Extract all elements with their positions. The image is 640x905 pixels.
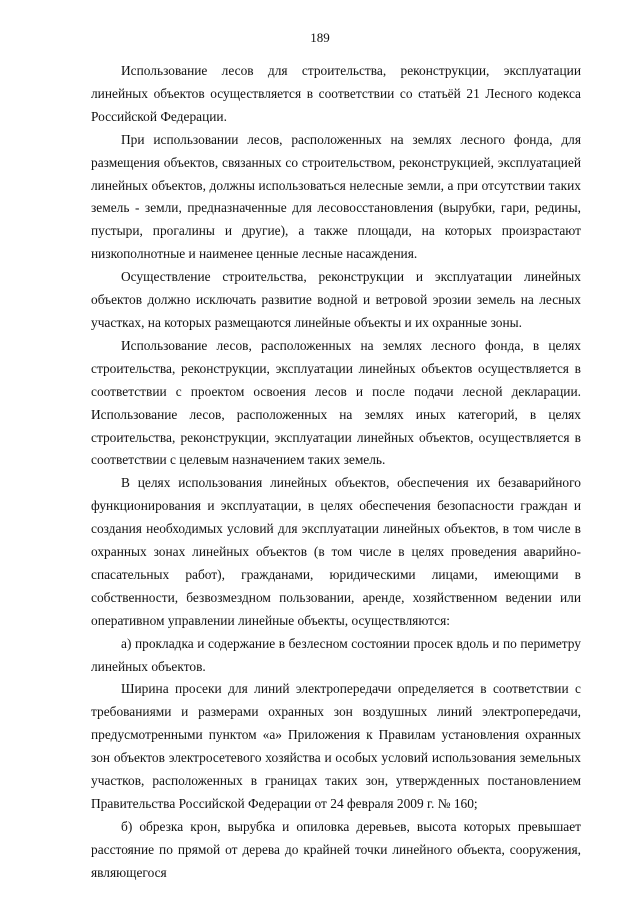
page-number: 189 (310, 30, 330, 45)
paragraph: Использование лесов, расположенных на землях лесного фонда, в целях строительства, реконструкции, эксплуатации линейных объектов осуществляется в соответствии с проектом освоения лесов и после подачи лесной декларации. Использование лесов, расположенных на землях иных категорий, в целях строительства, реконструкции, эксплуатации линейных объектов, осуществляется в соответствии с целевым назначением таких земель. (91, 337, 581, 468)
paragraph: При использовании лесов, расположенных на землях лесного фонда, для размещения объектов, связанных со строительством, реконструкцией, эксплуатацией линейных объектов, должны использоваться нелесные земли, а при отсутствии таких земель - земли, предназначенные для лесовосстановления (вырубки, гари, редины, пустыри, прогалины и другие), а также площади, на которых произрастают низкополнотные и наименее ценные лесные насаждения. (91, 131, 581, 262)
paragraph: а) прокладка и содержание в безлесном состоянии просек вдоль и по периметру линейных объектов. (91, 635, 581, 674)
paragraph: Ширина просеки для линий электропередачи определяется в соответствии с требованиями и размерами охранных зон воздушных линий электропередачи, предусмотренными пунктом «а» Приложения к Правилам установления охранных зон объектов электросетевого хозяйства и особых условий использования земельных участков, расположенных в границах таких зон, утвержденных постановлением Правительства Российской Федерации от 24 февраля 2009 г. № 160; (91, 681, 581, 811)
paragraph: Осуществление строительства, реконструкции и эксплуатации линейных объектов должно исключать развитие водной и ветровой эрозии земель на лесных участках, на которых размещаются линейные объекты и их охранные зоны. (91, 269, 581, 330)
body-text (91, 60, 581, 885)
paragraph: б) обрезка крон, вырубка и опиловка деревьев, высота которых превышает расстояние по прямой от дерева до крайней точки линейного объекта, сооружения, являющегося (91, 818, 581, 880)
paragraph: Использование лесов для строительства, реконструкции, эксплуатации линейных объектов осуществляется в соответствии со статьёй 21 Лесного кодекса Российской Федерации. (91, 63, 581, 124)
paragraph: В целях использования линейных объектов, обеспечения их безаварийного функционирования и эксплуатации, в целях обеспечения безопасности граждан и создания необходимых условий для эксплуатации линейных объектов, в том числе в охранных зонах линейных объектов (в том числе в целях проведения аварийно-спасательных работ), гражданами, юридическими лицами, имеющими в собственности, безвозмездном пользовании, аренде, хозяйственном ведении или оперативном управлении линейные объекты, осуществляются: (91, 475, 581, 628)
